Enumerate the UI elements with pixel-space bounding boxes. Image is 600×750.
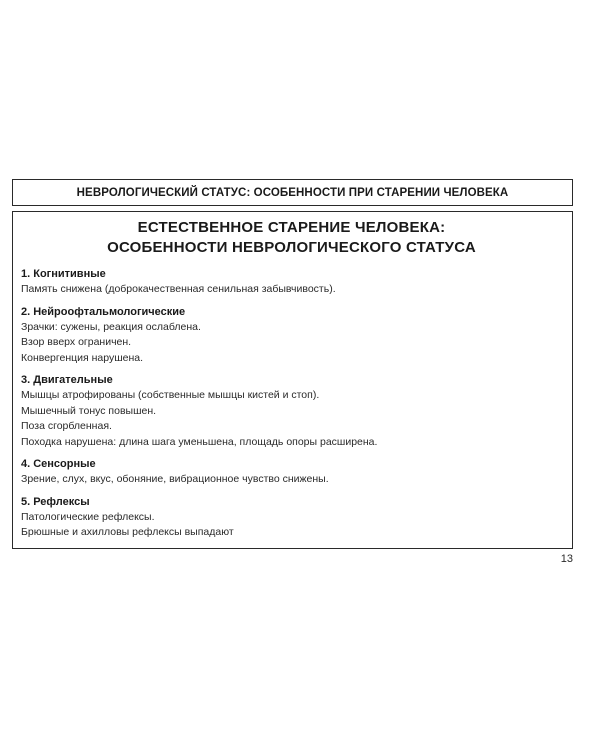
section-reflexes <box>21 495 562 541</box>
page-number: 13 <box>560 553 573 565</box>
section-heading: 2. Нейроофтальмологические <box>21 305 186 318</box>
section-line: Патологические рефлексы. <box>21 510 155 523</box>
main-title <box>21 218 562 258</box>
section-line: Взор вверх ограничен. <box>21 336 132 348</box>
main-title-line-2: ОСОБЕННОСТИ НЕВРОЛОГИЧЕСКОГО СТАТУСА <box>107 239 476 256</box>
section-cognitive <box>21 267 562 298</box>
content-box <box>12 211 573 549</box>
main-title-line-1: ЕСТЕСТВЕННОЕ СТАРЕНИЕ ЧЕЛОВЕКА: <box>137 219 446 236</box>
section-heading: 5. Рефлексы <box>21 495 90 508</box>
section-line: Походка нарушена: длина шага уменьшена, площадь опоры расширена. <box>21 435 378 448</box>
section-line: Конвергенция нарушена. <box>21 351 144 364</box>
section-line: Мышцы атрофированы (собственные мышцы кистей и стоп). <box>21 389 320 401</box>
section-line: Зрение, слух, вкус, обоняние, вибрационное чувство снижены. <box>21 473 329 485</box>
section-heading: 3. Двигательные <box>21 374 113 386</box>
section-line: Мышечный тонус повышен. <box>21 404 157 417</box>
section-motor <box>21 373 562 450</box>
header-banner <box>12 179 573 206</box>
section-heading: 1. Когнитивные <box>21 268 106 280</box>
header-title: НЕВРОЛОГИЧЕСКИЙ СТАТУС: ОСОБЕННОСТИ ПРИ СТАРЕНИИ ЧЕЛОВЕКА <box>76 186 509 199</box>
section-line: Поза сгорбленная. <box>21 420 112 432</box>
section-neuroophthalmological <box>21 305 562 367</box>
section-line: Зрачки: сужены, реакция ослаблена. <box>21 320 201 333</box>
section-sensory <box>21 457 562 488</box>
section-line: Память снижена (доброкачественная сенильная забывчивость). <box>21 283 336 295</box>
section-line: Брюшные и ахилловы рефлексы выпадают <box>21 526 234 538</box>
section-heading: 4. Сенсорные <box>21 458 96 470</box>
sections-list <box>21 267 562 541</box>
